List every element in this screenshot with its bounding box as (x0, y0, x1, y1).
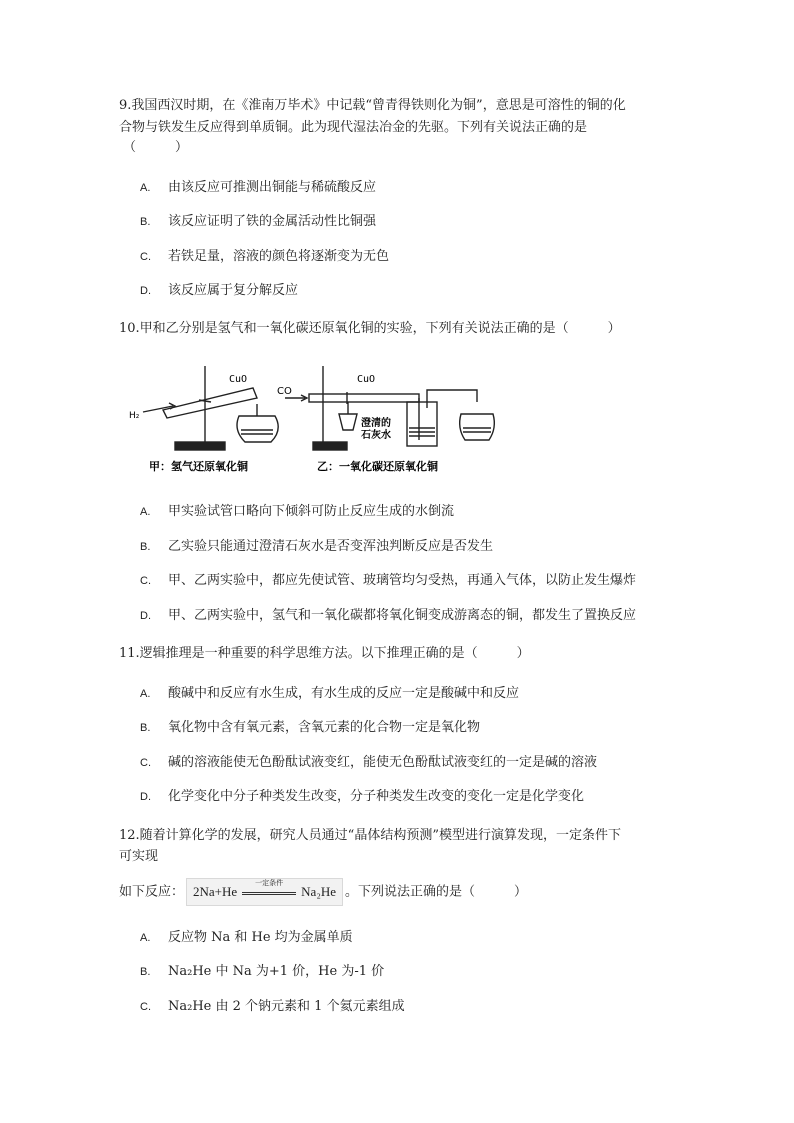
limewater-bottle (407, 402, 437, 446)
q11-option-a (140, 685, 519, 703)
right-lamp (339, 414, 357, 430)
left-stand-base (175, 442, 225, 450)
q9-answer-bracket: （ ） (123, 140, 189, 155)
q10-option-a (140, 503, 454, 521)
exhaust-tube (427, 390, 477, 402)
q12-stem-line2: 可实现 (119, 849, 159, 864)
option-letter: C. (140, 757, 151, 769)
eq-condition-text: 一定条件 (255, 879, 284, 887)
option-text: 该反应属于复分解反应 (168, 283, 299, 298)
chemical-equation (186, 878, 343, 906)
limewater-label-1: 澄清的 (361, 418, 391, 429)
option-letter: D. (140, 285, 151, 297)
option-letter: B. (140, 216, 151, 228)
option-text: Na₂He 由 2 个钠元素和 1 个氦元素组成 (168, 999, 405, 1014)
q11-option-c (140, 754, 597, 772)
option-text: 乙实验只能通过澄清石灰水是否变浑浊判断反应是否发生 (168, 539, 494, 554)
q12-stem-line1: 12.随着计算化学的发展，研究人员通过“晶体结构预测”模型进行演算发现，一定条件下 (119, 828, 621, 843)
option-text: 若铁足量，溶液的颜色将逐渐变为无色 (168, 249, 390, 264)
option-text: 氧化物中含有氧元素，含氧元素的化合物一定是氧化物 (168, 720, 481, 735)
h2-label: H₂ (129, 411, 140, 421)
q10-option-c (140, 572, 636, 590)
q10-option-b (140, 538, 493, 556)
option-letter: C. (140, 575, 151, 587)
q12-option-b (140, 963, 384, 981)
right-glass-tube (309, 394, 419, 402)
option-text: 由该反应可推测出铜能与稀硫酸反应 (168, 180, 377, 195)
option-letter: A. (140, 506, 151, 518)
left-clamp (199, 400, 211, 402)
option-letter: C. (140, 1001, 151, 1013)
option-letter: D. (140, 610, 151, 622)
q9-option-a (140, 179, 376, 197)
option-text: 甲实验试管口略向下倾斜可防止反应生成的水倒流 (168, 504, 455, 519)
option-letter: A. (140, 688, 151, 700)
option-letter: B. (140, 541, 151, 553)
option-text: 化学变化中分子种类发生改变，分子种类发生改变的变化一定是化学变化 (168, 789, 585, 804)
option-text: 甲、乙两实验中，氢气和一氧化碳都将氧化铜变成游离态的铜，都发生了置换反应 (168, 608, 637, 623)
eq-prefix: 如下反应： (119, 884, 185, 900)
q9-option-c (140, 248, 389, 266)
apparatus-diagram (125, 358, 505, 480)
option-text: 酸碱中和反应有水生成，有水生成的反应一定是酸碱中和反应 (168, 686, 520, 701)
co-label: CO (277, 386, 292, 397)
figure-caption-right: 乙：一氧化碳还原氧化铜 (317, 460, 438, 473)
q9-stem-line1: 9.我国西汉时期，在《淮南万毕术》中记载“曾青得铁则化为铜”，意思是可溶性的铜的化 (119, 98, 626, 113)
figure-caption-left: 甲：氢气还原氧化铜 (149, 460, 248, 473)
option-letter: B. (140, 722, 151, 734)
left-test-tube (163, 388, 257, 418)
q9-stem-line2: 合物与铁发生反应得到单质铜。此为现代湿法冶金的先驱。下列有关说法正确的是 (119, 120, 588, 135)
right-stand-base (313, 442, 347, 450)
q10-option-d (140, 607, 636, 625)
option-letter: C. (140, 251, 151, 263)
q10-stem: 10.甲和乙分别是氢气和一氧化碳还原氧化铜的实验，下列有关说法正确的是（ ） (119, 321, 621, 336)
q12-option-c (140, 998, 405, 1016)
q12-option-a (140, 929, 353, 947)
left-lamp (237, 416, 278, 442)
eq-reactants: 2Na+He (193, 884, 238, 899)
exhaust-burner (460, 414, 495, 440)
option-letter: B. (140, 966, 151, 978)
cuo-label-right: CuO (357, 374, 376, 385)
option-letter: D. (140, 791, 151, 803)
option-letter: A. (140, 182, 151, 194)
q9-option-d (140, 282, 298, 300)
option-text: Na₂He 中 Na 为+1 价，He 为-1 价 (168, 964, 385, 979)
option-text: 反应物 Na 和 He 均为金属单质 (168, 930, 353, 945)
q10-apparatus-figure (125, 358, 505, 480)
limewater-label-2: 石灰水 (361, 430, 391, 441)
option-text: 碱的溶液能使无色酚酞试液变红，能使无色酚酞试液变红的一定是碱的溶液 (168, 755, 598, 770)
q12-equation-line (119, 878, 527, 906)
q11-option-b (140, 719, 480, 737)
option-letter: A. (140, 932, 151, 944)
cuo-label-left: CuO (229, 374, 248, 385)
eq-suffix: 。下列说法正确的是（ ） (345, 884, 528, 900)
option-text: 该反应证明了铁的金属活动性比铜强 (168, 214, 377, 229)
q9-option-b (140, 213, 376, 231)
eq-condition-arrow (240, 881, 298, 903)
q11-stem: 11.逻辑推理是一种重要的科学思维方法。以下推理正确的是（ ） (119, 646, 530, 661)
eq-products: Na₂He (301, 884, 337, 899)
option-text: 甲、乙两实验中，都应先使试管、玻璃管均匀受热，再通入气体，以防止发生爆炸 (168, 573, 637, 588)
q11-option-d (140, 788, 584, 806)
